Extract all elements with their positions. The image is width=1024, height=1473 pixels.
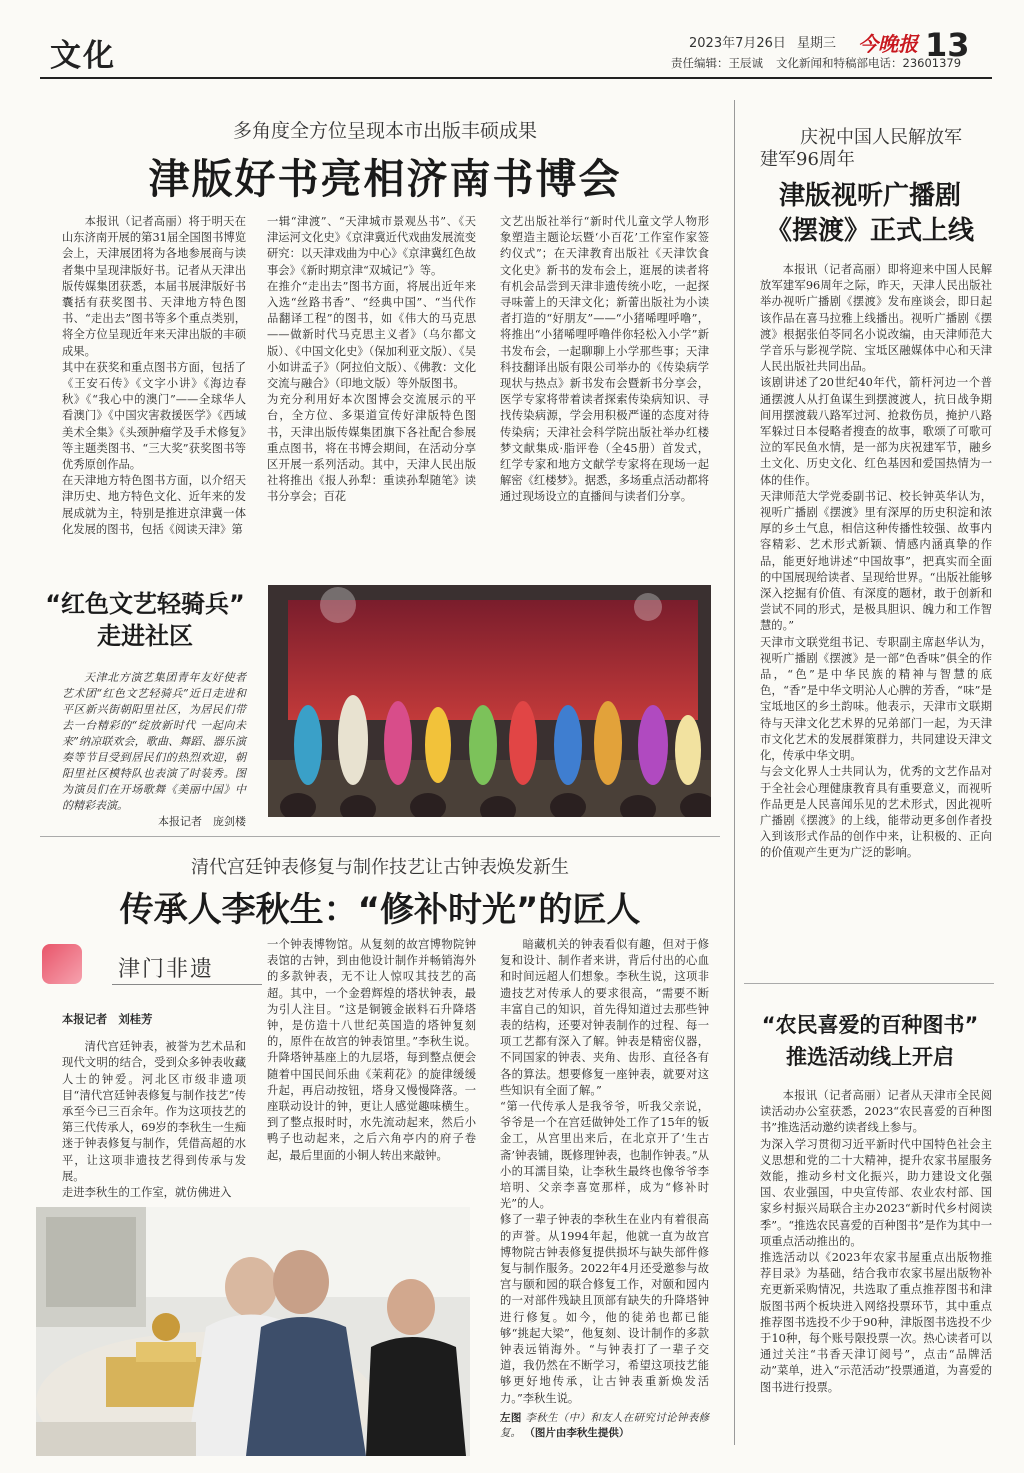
article2-caption: [62, 670, 246, 830]
article3-col2-text: 一个钟表博物馆。从复刻的故宫博物院钟表馆的古钟，到由他设计制作并畅销海外的多款钟表，无不让人惊叹其技艺的高超。其中，一个金碧辉煌的塔状钟表，最为引人注目。“这是铜镀金嵌料石升降塔钟，是仿造十八世纪英国造的塔钟复刻的，原件在故宫的钟表馆里。”李秋生说。升降塔钟基座上的九层塔，每到整点便会随着中国民间乐曲《茉莉花》的旋律缓缓升起，再启动按钮，塔身又慢慢降落。一座联动设计的钟，更让人感觉趣味横生。到了整点报时时，水先流动起来，然后小鸭子也动起来，之后六角亭内的府子卷起，最后里面的小铜人转出来敲钟。: [267, 938, 476, 1162]
article4-kicker-l1: 庆祝中国人民解放军: [800, 127, 962, 148]
page-number: 13: [925, 26, 970, 64]
article2-headline-l1: “红色文艺轻骑兵”: [45, 590, 245, 618]
column-label-text: 津门非遗: [118, 957, 215, 982]
article3-caption-credit: （图片由李秋生提供）: [524, 1426, 630, 1439]
article1-kicker: 多角度全方位呈现本市出版丰硕成果: [232, 120, 537, 142]
header-date: 2023年7月26日: [689, 36, 786, 51]
article1-headline: 津版好书亮相济南书博会: [148, 155, 622, 203]
article5-body: [760, 1088, 992, 1396]
column-label-box: [42, 942, 257, 988]
article5-headline-l2: 推选活动线上开启: [786, 1045, 954, 1069]
article1-col3-text: 文艺出版社举行“新时代儿童文学人物形象塑造主题论坛暨‘小百花’工作室作家签约仪式”；在天津教育出版社《天津饮食文化史》新书的发布会上，逛展的读者将有机会品尝到天津非遗传统小吃，一起探寻味蕾上的天津文化；新蕾出版社为小读者打造的“好朋友”——“小猪唏哩呼噜”，将推出“小猪唏哩呼噜伴你轻松入小学”新书发布会，一起聊聊上小学那些事；天津科技翻译出版有限公司举办的《传染病学现状与热点》新书发布会暨新书分享会，医学专家将带着读者探索传染病知识、寻找传染病源，学会用积极严谨的态度对待传染病；天津社会科学院出版社举办红楼梦文献集成·脂评卷（全45册）首发式，红学专家和地方文献学专家将在现场一起解密《红楼梦》。据悉，多场重点活动都将通过现场设立的直播间与读者们分享。: [500, 215, 709, 504]
article3-col1-text: 清代宫廷钟表，被誉为艺术品和现代文明的结合，受到众多钟表收藏人士的钟爱。河北区市级非遗项目“清代宫廷钟表修复与制作技艺”传承至今已三百余年。作为这项技艺的第三代传承人，69岁的李秋生一生痴迷于钟表修复与制作，凭借高超的水平，让这项非遗技艺得到传承与发展。 走进李秋生的工作室，就仿佛进入: [62, 1040, 246, 1200]
article1-col1: [62, 214, 246, 538]
article1-col2-text: 一辑“津渡”、“天津城市景观丛书”、《天津运河文化史》《京津冀近代戏曲发展流变研究：以天津戏曲为中心》《京津冀红色故事会》《新时期京津“双城记”》等。 在推介“走出去”图书方面，将展出近年来入选“丝路书香”、“经典中国”、“当代作品翻译工程”的图书，如《伟大的马克思——做新时代马克思主义者》（乌尔都文版）、《中国文化史》（保加利亚文版）、《吴小如讲孟子》（阿拉伯文版）、《佛教：文化交流与融合》（印地文版）等外版图书。 为充分利用好本次图博会交流展示的平台，全方位、多渠道宣传好津版特色图书，天津出版传媒集团旗下各社配合参展重点图书，将在书博会期间，在活动分享区开展一系列活动。其中，天津人民出版社将推出《报人孙犁：重读孙犁随笔》读书分享会；百花: [267, 215, 476, 504]
article3-col3-text: 暗藏机关的钟表看似有趣，但对于修复和设计、制作者来讲，背后付出的心血和时间远超人们想象。李秋生说，这项非遗技艺对传承人的要求很高，“需要不断丰富自己的知识，首先得知道过去那些钟表的结构，还要对钟表制作的过程、每一项工艺都有深入了解。钟表是精密仪器，不同国家的钟表、夹角、齿形、直径各有各的算法。想要修复一座钟表，就要对这些知识有全面了解。” “第一代传承人是我爷爷，听我父亲说，爷爷是一个在宫廷做钟处工作了15年的钣金工，从宫里出来后，在北京开了‘生古斋’钟表铺，既修理钟表，也制作钟表。”从小的耳濡目染，让李秋生最终也像爷爷李培明、父亲李喜宽那样，成为“修补时光”的人。 修了一辈子钟表的李秋生在业内有着很高的声誉。从1994年起，他就一直为故宫博物院古钟表修复提供损坏与缺失部件修复与制作服务。2022年4月还受邀参与故宫与颐和园的联合修复工作，对颐和园内的一对部件残缺且顶部有缺失的升降塔钟进行修复。如今，他的徒弟也都已能够“挑起大梁”，他复刻、设计制作的多款钟表远销海外。“与钟表打了一辈子交道，我仍然在不断学习，希望这项技艺能够更好地传承，让古钟表重新焕发活力。”李秋生说。: [500, 938, 709, 1405]
column-label-underline: [112, 984, 262, 985]
article1-col2: [267, 214, 476, 506]
article4-headline-l1: 津版视听广播剧: [778, 181, 961, 211]
article4-headline: [750, 179, 990, 249]
header-editor: 责任编辑：王辰诚: [671, 56, 763, 70]
article2-credit: 本报记者 庞剑楼: [158, 815, 246, 828]
column-divider: [734, 100, 735, 1445]
separator-line-right: [744, 983, 994, 984]
article3-caption-label: 左图: [500, 1411, 522, 1424]
article4-kicker-l2: 建军96周年: [760, 149, 855, 170]
article4-body-text: 本报讯（记者高丽）即将迎来中国人民解放军建军96周年之际，昨天，天津人民出版社举办视听广播剧《摆渡》发布座谈会，即日起该作品在喜马拉雅上线播出。视听广播剧《摆渡》根据张伯苓同名小说改编，由天津师范大学音乐与影视学院、宝坻区融媒体中心和天津人民出版社共同出品。 该剧讲述了20世纪40年代，箭杆河边一个普通摆渡人从打鱼谋生到摆渡渡人，抗日战争期间用摆渡载八路军过河、抢救伤员，掩护八路军躲过日本侵略者搜查的故事，歌颂了可歌可泣的军民鱼水情，是一部为庆祝建军节，融乡土文化、历史文化、红色基因和爱国热情为一体的佳作。 天津师范大学党委副书记、校长钟英华认为，视听广播剧《摆渡》里有深厚的历史积淀和浓厚的乡土气息，相信这种传播性较强、故事内容精彩、艺术形式新颖、情感内涵真挚的作品，能更好地讲述“中国故事”，把真实而全面的中国展现给读者、呈现给世界。“出版社能够深入挖掘有价值、有深度的题材，敢于创新和尝试不同的形式，是极具胆识、魄力和工作智慧的。” 天津市文联党组书记、专职副主席赵华认为，视听广播剧《摆渡》是一部“色香味”俱全的作品，“色”是中华民族的精神与智慧的底色，“香”是中华文明沁人心脾的芳香，“味”是宝坻地区的乡土韵味。他表示，天津市文联期待与天津文化艺术界的兄弟部门一起，为天津市文化艺术的发展群策群力，共同建设天津文化，传承中华文明。 与会文化界人士共同认为，优秀的文艺作品对于全社会心理健康教育具有重要意义，而视听作品更是人民喜闻乐见的艺术形式，因此视听广播剧《摆渡》的上线，能带动更多创作者投入到该形式作品的创作中来，让积极的、正向的价值观产生更为广泛的影响。: [760, 263, 992, 860]
article3-caption-text: 李秋生（中）和友人在研究讨论钟表修复。: [500, 1411, 710, 1439]
article3-col2: [267, 937, 476, 1164]
article1-col1-text: 本报讯（记者高丽）将于明天在山东济南开展的第31届全国图书博览会上，天津展团将为各地参展商与读者集中呈现津版好书。记者从天津出版传媒集团获悉，本届书展津版好书囊括有获奖图书、天津地方特色图书、“走出去”图书等多个重点类别，将全方位呈现近年来天津出版的丰硕成果。 其中在获奖和重点图书方面，包括了《王安石传》《文字小讲》《海边春秋》《“我心中的澳门”——全球华人看澳门》《中国灾害救援医学》《西域美术全集》《头颈肿瘤学及手术修复》等主题类图书、“三大奖”获奖图书等优秀原创作品。 在天津地方特色图书方面，以介绍天津历史、地方特色文化、近年来的发展成就为主，特别是推进京津冀一体化发展的图书，包括《阅读天津》第: [62, 215, 246, 536]
section-title: 文化: [50, 38, 116, 74]
article2-headline-l2: 走进社区: [97, 622, 193, 650]
article4-headline-l2: 《摆渡》正式上线: [765, 216, 974, 246]
stage-performance-illustration: [268, 585, 711, 817]
article1-col3: [500, 214, 709, 506]
article3-col3: [500, 937, 709, 1441]
article3-caption: [500, 1411, 709, 1441]
masthead-logo: 今晚报: [858, 32, 918, 56]
stage-performance-photo: [268, 585, 711, 817]
column-label-icon: [42, 944, 82, 984]
article3-headline: 传承人李秋生：“修补时光”的匠人: [119, 890, 641, 930]
article3-col1: [62, 1011, 246, 1201]
article4-body: [760, 262, 992, 862]
header-weekday: 星期三: [797, 36, 837, 51]
clock-repair-illustration: [36, 1207, 470, 1456]
article5-headline: [745, 1009, 995, 1073]
article2-headline: [40, 588, 250, 652]
clock-repair-photo: [36, 1207, 470, 1456]
separator-line-mid: [40, 836, 720, 837]
article2-caption-text: 天津北方演艺集团青年友好使者艺术团“红色文艺轻骑兵”近日走进和平区新兴街朝阳里社区，为居民们带去一台精彩的“绽放新时代 一起向未来”纳凉联欢会，歌曲、舞蹈、器乐演奏等节目受到居民们的热烈欢迎，朝阳里社区模特队也表演了时装秀。图为演员们在开场歌舞《美丽中国》中的精彩表演。: [62, 671, 246, 812]
article4-kicker: [760, 127, 992, 171]
article3-byline: 本报记者 刘桂芳: [62, 1012, 153, 1026]
article3-kicker: 清代宫廷钟表修复与制作技艺让古钟表焕发新生: [191, 857, 569, 878]
article5-body-text: 本报讯（记者高丽）记者从天津市全民阅读活动办公室获悉，2023“农民喜爱的百种图书”推选活动邀约读者线上参与。 为深入学习贯彻习近平新时代中国特色社会主义思想和党的二十大精神，提升农家书屋服务效能，推动乡村文化振兴，助力建设文化强国、农业强国，中央宣传部、农业农村部、国家乡村振兴局联合主办2023“新时代乡村阅读季”。“推选农民喜爱的百种图书”是作为其中一项重点活动推出的。 推选活动以《2023年农家书屋重点出版物推荐目录》为基础，结合我市农家书屋出版物补充更新采购情况，共选取了重点推荐图书和津版图书两个板块进入网络投票环节，其中重点推荐图书选投不少于90种，津版图书选投不少于10种，每个账号限投票一次。热心读者可以通过关注“书香天津订阅号”，点击“品牌活动”菜单，进入“示范活动”投票通道，为喜爱的图书进行投票。: [760, 1089, 992, 1394]
header-phone: 文化新闻和特稿部电话：23601379: [776, 56, 962, 70]
article5-headline-l1: “农民喜爱的百种图书”: [761, 1013, 979, 1037]
header-rule: [40, 77, 992, 79]
